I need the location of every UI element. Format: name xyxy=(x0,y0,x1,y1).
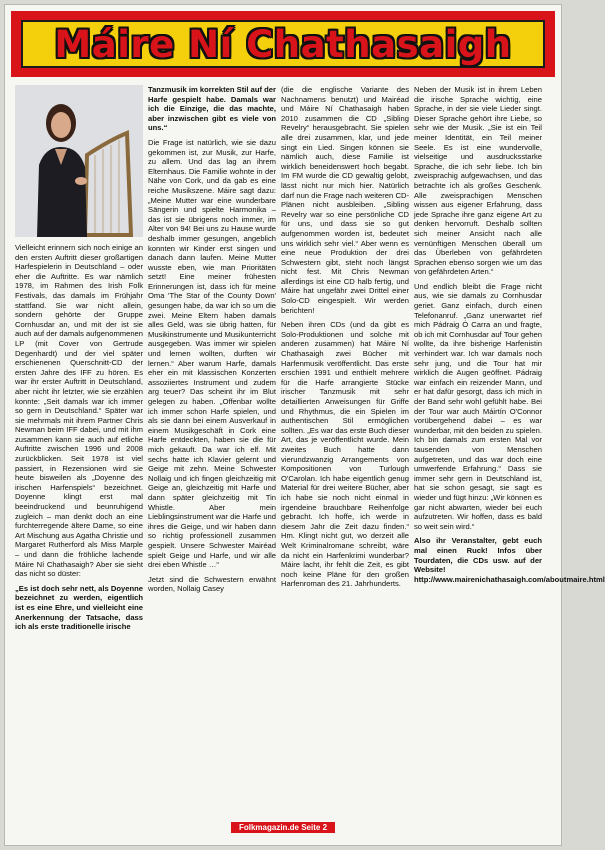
paragraph-bold-quote: Tanzmusik im korrekten Stil auf der Harfe gespielt habe. Damals war ich die Einzige, die das machte, aber inzwischen gibt es viele von uns.“ xyxy=(148,85,276,133)
column-3 xyxy=(281,85,409,825)
paragraph: Vielleicht erinnern sich noch einige an den ersten Auftritt dieser großartigen Harfespielerin in Deutschland – oder eher die Auftritte. Es war nämlich 1978, im Rahmen des Irish Folk Festivals, das damals im Frühjahr stattfand. Sie war nicht allein, sondern gehörte der Gruppe Cornhusdar an, und mit der ist sie auch auf der damals aufgenommenen LP (mit Cover von Gertrude Degenhardt) und der viel später erschienenen Querschnitt-CD der ersten Jahre des IFF zu hören. Es war ihr erster Auftritt in Deutschland, aber nicht ihr letzter, wie sie erzählen konnte: „Seit damals war ich immer so gern in Deutschland.“ Später war sie mehrmals mit ihrem Partner Chris Newman beim IFF dabei, und mit ihm zusammen kann sie auch auf etliche Auftritte zwischen 1996 und 2008 zurückblicken. Seit 1978 ist viel passiert, in Rezensionen wird sie heute bisweilen als „Doyenne des irischen Harfenspiels“ bezeichnet. Doyenne klingt erst mal beeindruckend und beunruhigend zugleich – man denkt doch an eine furchterregende ältere Dame, so eine Art Mischung aus Agatha Christie und Margaret Rutherford als Miss Marple – und dann die fröhliche lachende Máire Ní Chathasaigh? Aber sie sieht das nicht so düster: xyxy=(15,243,143,579)
paragraph: Neben der Musik ist in ihrem Leben die irische Sprache wichtig, eine Sprache, in der sie viele Lieder singt. Dieser Sprache gehört ihre Liebe, so sehr wie der Musik. „Sie ist ein Teil meiner Identität, ein Teil meiner Seele. Es ist eine wundervolle, vielseitige und ausdrucksstarke Sprache, die ich sehr liebe. Ich bin zweisprachig aufgewachsen, und das betrachte ich als großes Geschenk. Alle zweisprachigen Menschen wissen aus eigener Erfahrung, dass jede Sprache ihre ganz eigene Art zu denken hervorruft. Deshalb sollten sich meiner Ansicht nach alle vernünftigen Menschen überall um das Überleben von gefährdeten Sprachen ebenso sorgen wie um das von gefährdeten Arten.“ xyxy=(414,85,542,277)
column-1 xyxy=(15,85,143,825)
magazine-page xyxy=(4,4,605,846)
paragraph-bold-quote: „Es ist doch sehr nett, als Doyenne bezeichnet zu werden, eigentlich ist es eine Ehre, und vielleicht eine Anerkennung der Tatsache, dass ich als erste traditionelle irische xyxy=(15,583,143,632)
article-title: Máire Ní Chathasaigh xyxy=(54,22,512,66)
column-2 xyxy=(148,85,276,825)
paragraph: Neben ihren CDs (und da gibt es Solo-Produktionen und solche mit anderen zusammen) hat Máire Ní Chathasaigh zwei Bücher mit Harfenmusik veröffentlicht. Das erste erschien 1991 und enthielt mehrere für die Harfe arrangierte Stücke irischer Tanzmusik mit sehr detaillierten Anweisungen für Griffe und Rhythmus, die ein Spielen im authentischen Stil ermöglichen sollten. „Es war das erste Buch dieser Art, das je veröffentlicht wurde. Mein zweites Buch hatte dann vierundzwanzig Arrangements von Kompositionen von Turlough O'Carolan. Ich habe eigentlich genug Material für drei weitere Bücher, aber ich habe sie noch nicht einmal in irgendeine brauchbare Reihenfolge gebracht. Ich hoffe, ich werde in diesem Jahr die Zeit dazu finden.“ Hm. Klingt nicht gut, wo derzeit alle Welt Kriminalromane schreibt, wäre da nicht ein Harfenkrimi wunderbar? Máire lacht, ihr fehlt die Zeit, es gibt noch keine Pläne für den großen Harfenroman des 21. Jahrhunderts. xyxy=(281,320,409,589)
website-link-paragraph[interactable]: Also ihr Veranstalter, gebt euch mal einen Ruck! Infos über Tourdaten, die CDs usw. auf der Website! http://www.mairenichathasaigh.com/aboutmaire.html xyxy=(414,536,605,584)
title-banner xyxy=(11,11,555,77)
woman-with-harp-photo xyxy=(15,85,143,237)
paragraph: Die Frage ist natürlich, wie sie dazu gekommen ist, zur Musik, zur Harfe, zu allem. Und das lag an ihrem Elternhaus. Die Familie wohnte in der Nähe von Cork, und da gab es eine reiche Musikszene. Máire sagt dazu: „Meine Mutter war eine wunderbare Sängerin und spielte Harmonika – das ist sie übrigens noch immer, im Alter von 94! Bei uns zu Hause wurde deshalb immer gesungen, angeblich konnten wir Kinder erst singen und danach dann laufen. Meine Mutter wusste eben, wie man Prioritäten setzt! Eine meiner frühesten Erinnerungen ist, dass ich für meine Oma 'The Star of the County Down' gesungen habe, da war ich so um die zwei. Meine Eltern haben damals alles Geld, was sie übrig hatten, für Musikinstrumente und Musikunterricht ausgegeben. Was immer wir spielen und lernen wollten, durften wir lernen.“ Aber warum Harfe, damals eher ein mit klassischen Konzerten assoziiertes Instrument und zudem arg teuer? Das scheint ihr im Blut gelegen zu haben. „Offenbar wollte ich immer schon Harfe spielen, und als sie dann bei einem Ausverkauf in einem Musikgeschäft in Cork eine Harfe entdeckten, haben sie die für mich gekauft. Da war ich elf. Mit sechs hatte ich Klavier gelernt und Geige mit zehn. Meine Schwester Nollaig und ich fingen gleichzeitig mit Geige an, gleichzeitig mit Harfe und dann später gleichzeitig mit Tin Whistle. Aber mein Lieblingsinstrument war die Harfe und ihres die Geige, und wir haben dann so richtig professionell zusammen gespielt. Unsere Schwester Mairéad spielt Geige und Harfe, und wir alle drei eben Whistle …“ xyxy=(148,137,276,570)
column-4 xyxy=(414,85,605,825)
title-banner-inner xyxy=(21,20,545,68)
page-footer xyxy=(5,817,561,835)
paragraph: Und endlich bleibt die Frage nicht aus, wie sie damals zu Cornhusdar geriet. Ganz einfach, durch einen Telefonanruf. „Ganz unerwartet rief mich Pádraig Ó Carra an und fragte, ob ich mit Cornhusdar auf Tour gehen wollte, da ihre bisherige Harfenistin verhindert war. Ich war damals noch sehr jung, und die Tour hat mir wirklich die Augen geöffnet. Pádraig war einfach ein reizender Mann, und er hat dafür gesorgt, dass ich mich in der Band sehr wohl gefühlt habe. Bei der Tour war auch Máirtín O'Connor vorübergehend dabei – es war wunderbar, mit den beiden zu spielen. Ich bin damals zum ersten Mal vor tausenden von Menschen aufgetreten, und das war doch eine umwerfende Erfahrung.“ Dass sie immer sehr gern in Deutschland ist, hat sie schon gesagt, sie sagt es wieder und fügt hinzu: „Wir können es gar nicht abwarten, wieder bei euch aufzutreten. Wir hoffen, dass es bald so weit sein wird.“ xyxy=(414,281,542,531)
footer-label: Folkmagazin.de Seite 2 xyxy=(231,822,335,833)
paragraph: (die die englische Variante des Nachnamens benutzt) und Mairéad und Máire Ní Chathasaigh haben 2010 zusammen die CD „Sibling Revelry“ herausgebracht. Sie spielen alle drei zusammen, klar, und jede singt ein Lied. Singen können sie nämlich auch, diese Familie ist wirklich beneidenswert hoch begabt. Im FM wurde die CD gewaltig gelobt, lässt nicht nur mich hier. Natürlich darf nun die Frage nach weiteren CD-Plänen nicht ausbleiben. „Sibling Revelry war so eine persönliche CD für uns, und dass sie so gut aufgenommen worden ist, bedeutet uns wirklich sehr viel.“ Aber wenn es eine neue Produktion der drei Schwestern gibt, steht noch längst nicht fest. Mit Chris Newman allerdings ist eine CD halb fertig, und Máire hat ungefähr zwei Drittel einer Solo-CD eingespielt. Wir werden berichten! xyxy=(281,85,409,315)
paragraph: Jetzt sind die Schwestern erwähnt worden, Nollaig Casey xyxy=(148,574,276,594)
